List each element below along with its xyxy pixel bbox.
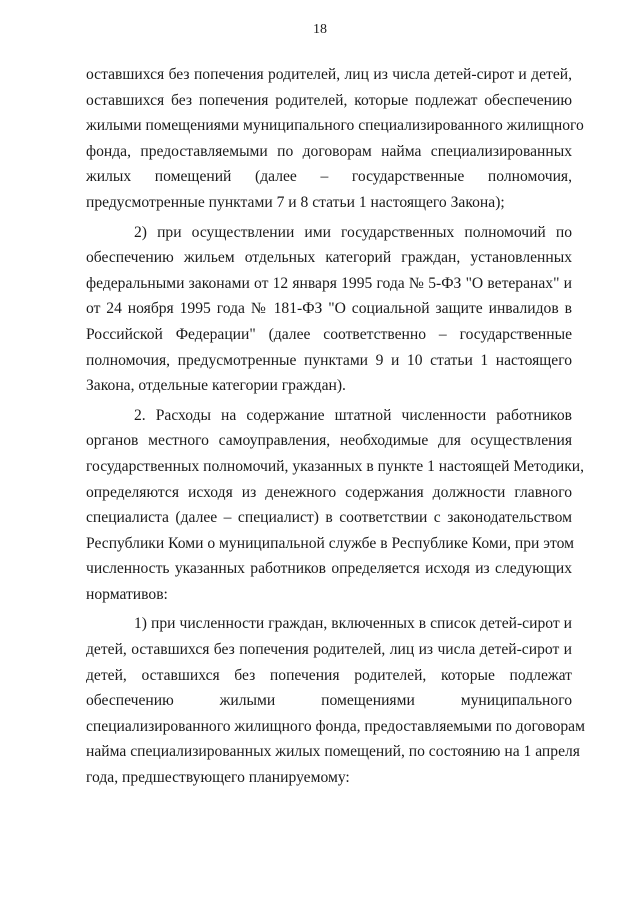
paragraph-line: фонда, предоставляемыми по договорам найма специализированных	[86, 142, 572, 160]
paragraph-line: органов местного самоуправления, необходимые для осуществления	[86, 432, 572, 450]
paragraph-line: детей, оставшихся без попечения родителей, которые подлежат	[86, 666, 572, 684]
paragraph-line: Закона, отдельные категории граждан).	[86, 377, 346, 395]
paragraph-line: специалиста (далее – специалист) в соответствии с законодательством	[86, 509, 572, 527]
paragraph-line: численность указанных работников определяется исходя из следующих	[86, 560, 572, 578]
paragraph-line: специализированного жилищного фонда, предоставляемыми по договорам	[86, 717, 585, 735]
paragraph-line: 1) при численности граждан, включенных в список детей-сирот и	[134, 615, 572, 633]
paragraph	[86, 611, 585, 790]
paragraph-line: 2) при осуществлении ими государственных полномочий по	[134, 223, 572, 241]
paragraph-line: 2. Расходы на содержание штатной численности работников	[134, 406, 572, 424]
paragraph-line: предусмотренные пунктами 7 и 8 статьи 1 настоящего Закона);	[86, 193, 505, 211]
paragraph-line: Республики Коми о муниципальной службе в Республике Коми, при этом	[86, 534, 574, 552]
paragraph-line: Российской Федерации" (далее соответственно – государственные	[86, 325, 572, 343]
paragraph-line: государственных полномочий, указанных в пункте 1 настоящей Методики,	[86, 457, 585, 475]
paragraph-line: детей, оставшихся без попечения родителей, лиц из числа детей-сирот и	[86, 641, 572, 659]
paragraph-line: определяются исходя из денежного содержания должности главного	[86, 483, 572, 501]
paragraph-line: найма специализированных жилых помещений, по состоянию на 1 апреля	[86, 743, 580, 761]
paragraph	[86, 62, 584, 216]
paragraph-line: жилых помещений (далее – государственные полномочия,	[86, 168, 572, 186]
page-number: 18	[313, 22, 327, 37]
paragraph-line: от 24 ноября 1995 года № 181-ФЗ "О социальной защите инвалидов в	[86, 300, 572, 318]
paragraph-line: обеспечению жильем отдельных категорий граждан, установленных	[86, 249, 572, 267]
paragraph-line: оставшихся без попечения родителей, лиц из числа детей-сирот и детей,	[86, 66, 572, 83]
paragraph-line: нормативов:	[86, 585, 168, 603]
paragraph	[86, 403, 585, 608]
paragraph-line: года, предшествующего планируемому:	[86, 769, 350, 787]
paragraph-line: полномочия, предусмотренные пунктами 9 и 10 статьи 1 настоящего	[86, 351, 572, 369]
paragraph-line: жилыми помещениями муниципального специализированного жилищного	[86, 117, 584, 135]
paragraph	[86, 220, 572, 399]
document-body	[86, 62, 585, 791]
paragraph-line: федеральными законами от 12 января 1995 года № 5-ФЗ "О ветеранах" и	[86, 274, 572, 292]
paragraph-line: оставшихся без попечения родителей, которые подлежат обеспечению	[86, 91, 572, 109]
paragraph-line: обеспечению жилыми помещениями муниципального	[86, 692, 572, 710]
